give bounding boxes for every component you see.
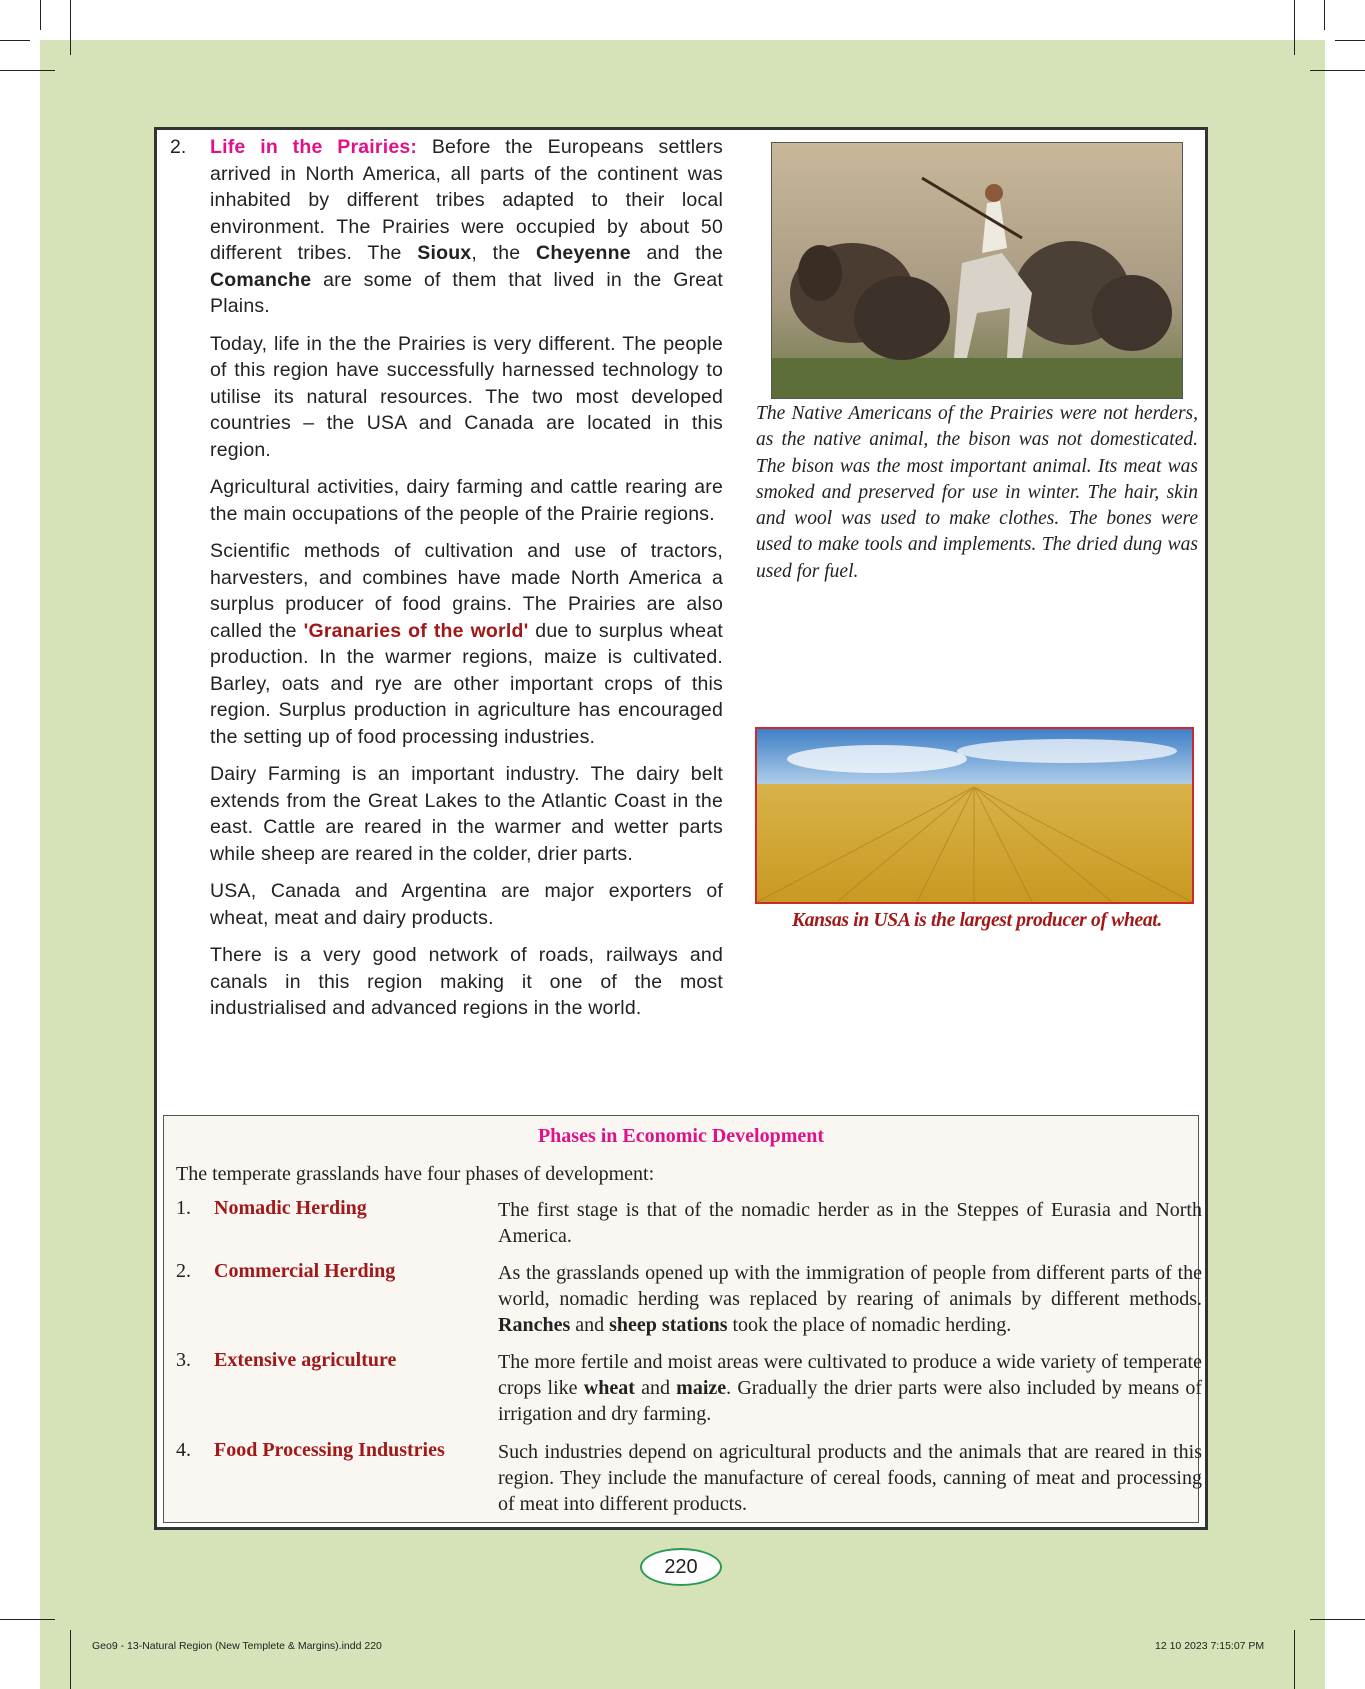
phase-name: Commercial Herding [214, 1260, 396, 1282]
paragraph: Agricultural activities, dairy farming and cattle rearing are the main occupations of the people of the Prairie regions. [210, 476, 723, 525]
section-title: Life in the Prairies: [210, 136, 418, 158]
phase-desc: Such industries depend on agricultural products and the animals that are reared in this region. They include the manufacture of cereal foods, canning of meat and processing of meat into different products. [498, 1441, 1202, 1515]
footer-timestamp: 12 10 2023 7:15:07 PM [1155, 1640, 1265, 1652]
paragraph: There is a very good network of roads, railways and canals in this region making it one of the most industrialised and advanced regions in the world. [210, 944, 723, 1019]
phase-name: Nomadic Herding [214, 1197, 367, 1219]
phase-name: Food Processing Industries [214, 1439, 445, 1461]
phase-desc: As the grasslands opened up with the immigration of people from different parts of the world, nomadic herding was replaced by rearing of animals by different methods. Ranches and sheep stations took the place of nomadic herding. [498, 1262, 1202, 1336]
crop-mark [1310, 70, 1365, 71]
paragraph: USA, Canada and Argentina are major exporters of wheat, meat and dairy products. [210, 880, 723, 929]
crop-mark [0, 1619, 55, 1620]
phase-desc: The first stage is that of the nomadic herder as in the Steppes of Eurasia and North America. [498, 1199, 1202, 1247]
crop-mark [1294, 0, 1295, 55]
paragraph: Today, life in the the Prairies is very different. The people of this region have successfully harnessed technology to utilise its natural resources. The two most developed countries – the USA and Canada are located in this region. [210, 332, 723, 461]
paragraph: Scientific methods of cultivation and use of tractors, harvesters, and combines have made North America a surplus producer of food grains. The Prairies are also called the 'Granaries of the world' due to surplus wheat production. In the warmer regions, maize is cultivated. Barley, oats and rye are other important crops of this region. Surplus production in agriculture has encouraged the setting up of food processing industries. [210, 540, 723, 748]
phase-name: Extensive agriculture [214, 1349, 397, 1371]
crop-mark [1324, 0, 1325, 30]
paragraph: Life in the Prairies: Before the Europeans settlers arrived in North America, all parts of the continent was inhabited by different tribes adapted to their local environment. The Prairies were occupied by about 50 different tribes. The Sioux, the Cheyenne and the Comanche are some of them that lived in the Great Plains. [210, 136, 724, 317]
crop-mark [1335, 40, 1365, 41]
footer-file-info: Geo9 - 13-Natural Region (New Templete & Margins).indd 220 [92, 1640, 382, 1652]
bison-hunt-photo [771, 142, 1183, 399]
crop-mark [0, 40, 30, 41]
bison-caption: The Native Americans of the Prairies were not herders, as the native animal, the bison was not domesticated. The bison was the most important animal. Its meat was smoked and preserved for use in winter. The hair, skin and wool was used to make clothes. The bones were used to make tools and implements. The dried dung was used for fuel. [756, 403, 1198, 582]
phases-intro: The temperate grasslands have four phases of development: [176, 1163, 655, 1185]
phase-desc: The more fertile and moist areas were cultivated to produce a wide variety of temperate crops like wheat and maize. Gradually the drier parts were also included by means of irrigation and dry farming. [498, 1351, 1203, 1425]
wheat-field-photo [755, 727, 1194, 904]
crop-mark [70, 0, 71, 55]
crop-mark [40, 0, 41, 30]
highlight-term: 'Granaries of the world' [303, 619, 529, 642]
crop-mark [0, 70, 55, 71]
crop-mark [70, 1630, 71, 1689]
page-number: 220 [640, 1548, 722, 1586]
paragraph: Dairy Farming is an important industry. The dairy belt extends from the Great Lakes to the Atlantic Coast in the east. Cattle are reared in the warmer and wetter parts while sheep are reared in the colder, drier parts. [210, 763, 723, 865]
main-text-column [210, 134, 723, 1033]
section-number: 2. [170, 136, 187, 158]
crop-mark [1294, 1630, 1295, 1689]
phases-box: Phases in Economic Development The temperate grasslands have four phases of development: 1. Nomadic Herding The first stage is that of the nomadic herder as in the Steppes of Eurasia and North America. 2. Commercial Herding As the grasslands opened up with the immigration of people from different parts of the world, nomadic herding was replaced by rearing of animals by different methods. Ranches and sheep stations took the place of nomadic herding. 3. Extensive agriculture The more fertile and moist areas were cultivated to produce a wide variety of temperate crops like wheat and maize. Gradually the drier parts were also included by means of irrigation and dry farming. 4. Food Processing Industries Such industries depend on agricultural products and the animals that are reared in this region. They include the manufacture of cereal foods, canning of meat and processing of meat into different products. [163, 1115, 1199, 1523]
phases-title: Phases in Economic Development [537, 1125, 825, 1147]
crop-mark [1310, 1619, 1365, 1620]
wheat-caption: Kansas in USA is the largest producer of wheat. [791, 910, 1163, 931]
